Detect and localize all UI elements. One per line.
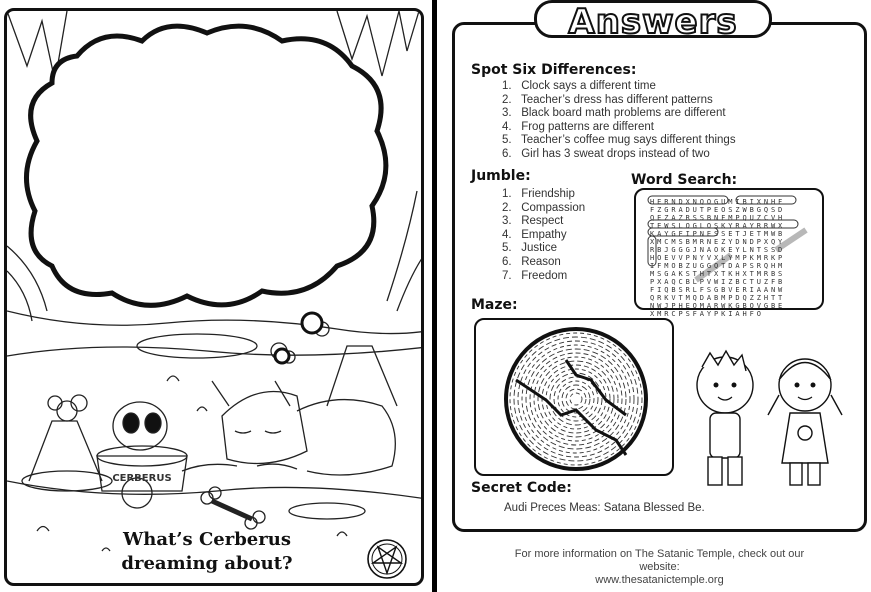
jumble-item-number: 4.: [502, 228, 512, 241]
spot-differences-list: [502, 80, 736, 162]
jumble-item-number: 7.: [502, 269, 512, 282]
word-search-row: FZGRADUTPEOSZWBGQSD: [650, 206, 786, 214]
word-search-row: HOEVVPNYVXLYMPKMRKP: [650, 254, 786, 262]
dog-head: [222, 392, 307, 464]
word-search-row: TEWSLOGLOSKYRAYRRWX: [650, 222, 786, 230]
word-search-row: QEZAZRSSBNFMPQUZCVH: [650, 214, 786, 222]
secret-code-text: Audi Preces Meas: Satana Blessed Be.: [504, 502, 705, 514]
jumble-item-text: Compassion: [518, 201, 586, 214]
maze-ring: [566, 389, 586, 409]
jumble-item-text: Justice: [518, 242, 557, 255]
word-search-row: PXAQCBLPVWIZBCTUZFB: [650, 278, 786, 286]
maze-ring: [526, 349, 626, 449]
footer-line-1: For more information on The Satanic Temple, check out our: [514, 548, 805, 560]
jumble-item-number: 5.: [502, 242, 512, 255]
secret-code-heading: Secret Code:: [471, 480, 572, 496]
spot-difference-item: [502, 107, 736, 121]
spot-difference-item: [502, 121, 736, 135]
jumble-item-text: Friendship: [518, 188, 575, 200]
caption-line-1: What’s Cerberus: [123, 529, 291, 550]
pentagram-seal: [368, 540, 406, 578]
spot-difference-item-text: Teacher’s dress has different patterns: [518, 93, 713, 106]
word-search-row: XMRCPSFAYPKIAHFO: [650, 310, 764, 318]
jumble-item: [502, 242, 585, 256]
answers-title: Answers: [534, 0, 772, 38]
jumble-item-text: Reason: [518, 255, 561, 268]
maze-heading: Maze:: [471, 297, 518, 313]
caption-line-2: dreaming about?: [121, 553, 293, 574]
maze-box: [474, 318, 674, 476]
maze-ring: [546, 369, 606, 429]
spot-difference-item-text: Girl has 3 sweat drops instead of two: [518, 147, 710, 160]
word-search-row: IFMOBZUGGQTDAPSRQHM: [650, 262, 786, 270]
word-search-row: FIQBSRLFSGBVERIAANW: [650, 286, 786, 294]
jumble-heading: Jumble:: [471, 168, 531, 184]
word-search-row: RBJGGGJNAOKEYLNTSSD: [650, 246, 786, 254]
coloring-page: [4, 8, 424, 586]
spot-differences-heading: Spot Six Differences:: [471, 62, 637, 78]
word-search-row: NWJPHEOMARWKGBOVGBE: [650, 302, 786, 310]
thought-cloud: [26, 26, 385, 305]
word-search-row: XMCMSBMRNEZYDNDPXQY: [650, 238, 786, 246]
jumble-item: [502, 188, 585, 202]
jumble-item-number: 3.: [502, 215, 512, 228]
coloring-illustration: [7, 11, 424, 586]
spot-difference-item-text: Black board math problems are different: [518, 107, 726, 120]
jumble-item-text: Empathy: [518, 228, 567, 241]
spot-difference-item-number: 3.: [502, 107, 512, 120]
spot-difference-item: [502, 80, 736, 94]
spot-difference-item-text: Clock says a different time: [518, 80, 656, 92]
page-divider: [432, 0, 437, 592]
spot-difference-item: [502, 148, 736, 162]
bowl-label: CERBERUS: [112, 473, 172, 484]
spot-difference-item-number: 6.: [502, 147, 512, 160]
spot-difference-item-number: 2.: [502, 93, 512, 106]
maze-image: [476, 320, 674, 476]
spot-difference-item: [502, 94, 736, 108]
jumble-item: [502, 270, 585, 284]
word-search-row: MSGAKSTHTXTKHXTMRBS: [650, 270, 786, 278]
word-search-row: HERNDXNQOGUMIBIXNHF: [650, 198, 786, 206]
word-search-heading: Word Search:: [631, 172, 738, 188]
jumble-item: [502, 229, 585, 243]
jumble-item: [502, 256, 585, 270]
coloring-caption: [77, 528, 337, 576]
jumble-item-text: Respect: [518, 215, 564, 228]
spot-difference-item-number: 1.: [502, 80, 512, 92]
spot-difference-item-number: 5.: [502, 134, 512, 147]
word-search-box: [634, 188, 824, 318]
footer-url[interactable]: www.thesatanictemple.org: [595, 574, 724, 586]
dog-body: [297, 400, 395, 475]
volcano-right: [327, 346, 397, 406]
footer-line-2: website:: [639, 561, 680, 573]
word-search-row: KAYGFIPNESSETJETMWB: [650, 230, 786, 238]
characters-illustration: [680, 345, 860, 495]
spot-difference-item-text: Teacher’s coffee mug says different things: [518, 134, 736, 147]
jumble-item-number: 1.: [502, 188, 512, 200]
word-search-highlights: [636, 190, 826, 312]
jumble-item-text: Freedom: [518, 269, 568, 282]
jumble-item: [502, 215, 585, 229]
footer: [452, 548, 867, 587]
spot-difference-item-number: 4.: [502, 120, 512, 133]
maze-ring: [570, 393, 582, 405]
jumble-list: [502, 188, 585, 283]
word-search-row: QRKVTMQDABMPDQZZHTT: [650, 294, 786, 302]
bone: [212, 501, 252, 519]
jumble-item: [502, 202, 585, 216]
jumble-item-number: 2.: [502, 201, 512, 214]
boy-body: [710, 413, 740, 458]
jumble-item-number: 6.: [502, 255, 512, 268]
spot-difference-item-text: Frog patterns are different: [518, 120, 654, 133]
spot-difference-item: [502, 134, 736, 148]
